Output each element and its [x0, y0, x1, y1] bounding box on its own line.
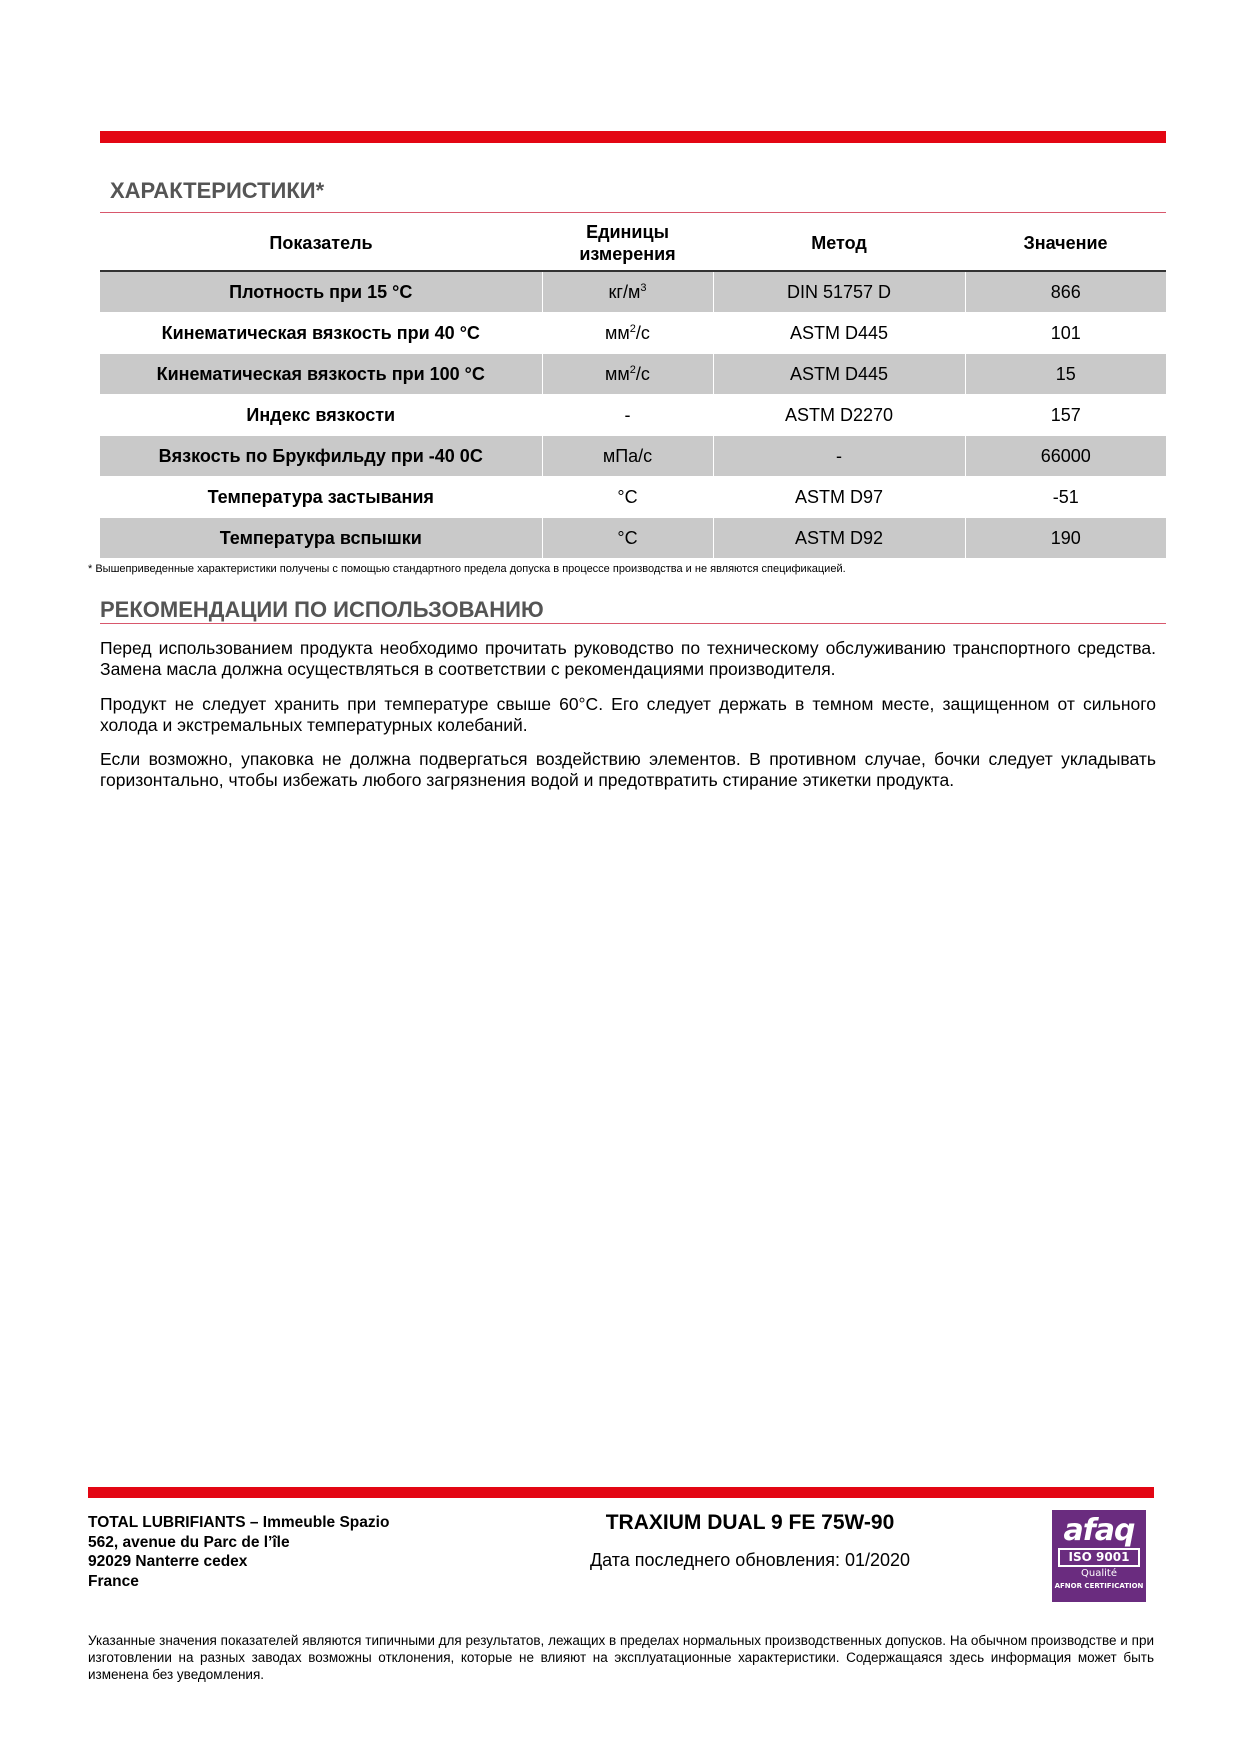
- row-value: 66000: [965, 436, 1166, 477]
- characteristics-title: ХАРАКТЕРИСТИКИ*: [110, 178, 325, 203]
- header-units: [542, 216, 713, 271]
- recommendation-paragraph: Перед использованием продукта необходимо прочитать руководство по техническому обслуживанию транспортного средства. Замена масла должна осуществляться в соответствии с рекомендациями производителя.: [100, 638, 1156, 679]
- row-method: ASTM D2270: [713, 395, 965, 436]
- row-parameter: Плотность при 15 °C: [100, 271, 542, 313]
- row-unit: [542, 354, 713, 395]
- address-line: 92029 Nanterre cedex: [88, 1553, 248, 1570]
- logo-quality-text: Qualité: [1081, 1568, 1117, 1579]
- unit-tail: /с: [635, 363, 650, 384]
- table-header-row: [100, 216, 1166, 271]
- table-row: [100, 271, 1166, 313]
- address-line: 562, avenue du Parc de l’île: [88, 1533, 290, 1551]
- table-row: [100, 436, 1166, 477]
- unit-text: кг/м: [608, 281, 641, 302]
- row-value: -51: [965, 477, 1166, 518]
- header-method: Метод: [713, 216, 965, 271]
- row-parameter: Температура вспышки: [100, 518, 542, 559]
- address-line: France: [88, 1572, 139, 1590]
- row-method: ASTM D92: [713, 518, 965, 559]
- row-unit: °C: [542, 477, 713, 518]
- logo-afnor-text: AFNOR CERTIFICATION: [1054, 1582, 1144, 1590]
- unit-tail: /с: [635, 322, 650, 343]
- unit-text: мм: [605, 322, 630, 343]
- header-parameter: Показатель: [100, 216, 542, 271]
- top-red-bar: [100, 131, 1166, 143]
- recommendations-rule: [100, 623, 1166, 624]
- row-unit: мПа/с: [542, 436, 713, 477]
- row-parameter: Кинематическая вязкость при 100 °C: [100, 354, 542, 395]
- row-parameter: Температура застывания: [100, 477, 542, 518]
- recommendation-paragraph: Если возможно, упаковка не должна подвергаться воздействию элементов. В противном случае, бочки следует укладывать горизонтально, чтобы избежать любого загрязнения водой и предотвратить стирание этикетки продукта.: [100, 749, 1156, 790]
- row-unit: °C: [542, 518, 713, 559]
- recommendations-title: РЕКОМЕНДАЦИИ ПО ИСПОЛЬЗОВАНИЮ: [100, 597, 544, 622]
- row-method: -: [713, 436, 965, 477]
- row-value: 866: [965, 271, 1166, 313]
- logo-afaq-text: afaq: [1063, 1513, 1135, 1548]
- row-unit: [542, 313, 713, 354]
- row-value: 190: [965, 518, 1166, 559]
- afaq-iso-logo: [1052, 1510, 1146, 1602]
- row-parameter: Индекс вязкости: [100, 395, 542, 436]
- row-method: DIN 51757 D: [713, 271, 965, 313]
- row-value: 101: [965, 313, 1166, 354]
- row-unit: [542, 271, 713, 313]
- row-value: 15: [965, 354, 1166, 395]
- row-method: ASTM D445: [713, 313, 965, 354]
- row-value: 157: [965, 395, 1166, 436]
- recommendation-paragraph: Продукт не следует хранить при температуре свыше 60°C. Его следует держать в темном месте, защищенном от сильного холода и экстремальных температурных колебаний.: [100, 694, 1156, 735]
- disclaimer: Указанные значения показателей являются типичными для результатов, лежащих в пределах нормальных производственных допусков. На обычном производстве и при изготовлении на разных заводах возможны отклонения, которые не влияют на эксплуатационные характеристики. Содержащаяся здесь информация может быть изменена без уведомления.: [88, 1633, 1154, 1682]
- product-name: TRAXIUM DUAL 9 FE 75W-90: [605, 1511, 895, 1534]
- characteristics-rule: [100, 212, 1166, 213]
- table-row: [100, 395, 1166, 436]
- table-row: [100, 354, 1166, 395]
- unit-sup: 3: [640, 281, 647, 294]
- row-parameter: Кинематическая вязкость при 40 °C: [100, 313, 542, 354]
- row-method: ASTM D445: [713, 354, 965, 395]
- table-row: [100, 313, 1166, 354]
- characteristics-footnote: * Вышеприведенные характеристики получены с помощью стандартного предела допуска в процессе производства и не являются спецификацией.: [88, 563, 846, 575]
- table-row: [100, 477, 1166, 518]
- last-update: Дата последнего обновления: 01/2020: [589, 1550, 911, 1570]
- row-unit: -: [542, 395, 713, 436]
- row-parameter: Вязкость по Брукфильду при -40 0С: [100, 436, 542, 477]
- unit-sup: 2: [629, 363, 636, 376]
- table-row: [100, 518, 1166, 559]
- unit-sup: 2: [629, 322, 636, 335]
- characteristics-table: [100, 216, 1166, 559]
- row-method: ASTM D97: [713, 477, 965, 518]
- unit-text: мм: [605, 363, 630, 384]
- bottom-red-bar: [88, 1487, 1154, 1498]
- header-units-label: Единицы измерения: [579, 222, 676, 264]
- address-line: TOTAL LUBRIFIANTS – Immeuble Spazio: [88, 1514, 390, 1531]
- company-address: [88, 1513, 389, 1591]
- logo-iso-text: ISO 9001: [1058, 1548, 1140, 1567]
- header-value: Значение: [965, 216, 1166, 271]
